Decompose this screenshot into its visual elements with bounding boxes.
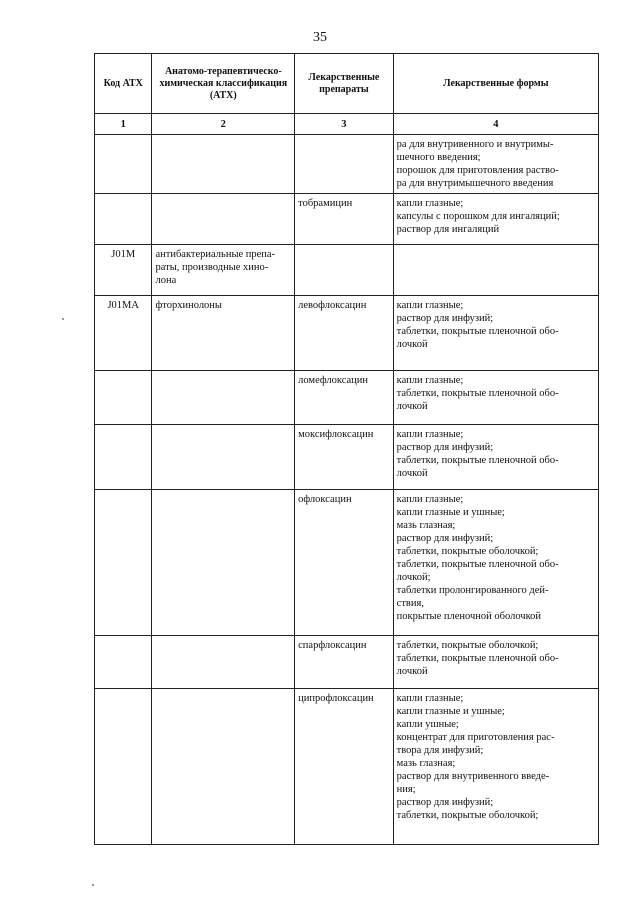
dosage-form-line: таблетки, покрытые оболочкой; xyxy=(396,640,539,651)
dosage-form-line: капли глазные; xyxy=(396,429,464,440)
table-row xyxy=(95,371,599,425)
table-body xyxy=(95,135,599,845)
dosage-form-line: капли глазные; xyxy=(396,494,464,505)
column-number-row xyxy=(95,114,599,135)
table-row xyxy=(95,689,599,845)
header-drugs: Лекарственные препараты xyxy=(295,54,394,114)
classification-line: лона xyxy=(155,275,177,286)
drug-name: левофлоксацин xyxy=(295,296,394,371)
dosage-form-line: капли глазные; xyxy=(396,198,464,209)
atx-code xyxy=(95,490,152,636)
column-number: 1 xyxy=(95,114,152,135)
dosage-form-line: лочкой xyxy=(396,468,428,479)
atx-classification xyxy=(152,135,295,194)
classification-line: антибактериальные препа- xyxy=(155,249,276,260)
header-forms: Лекарственные формы xyxy=(393,54,598,114)
dosage-form-line: твора для инфузий; xyxy=(396,745,484,756)
header-classification: Анатомо-терапевтическо-химическая классификация (АТХ) xyxy=(152,54,295,114)
dosage-form-line: таблетки, покрытые пленочной обо- xyxy=(396,559,559,570)
dosage-form-line: капли глазные; xyxy=(396,693,464,704)
table-row xyxy=(95,425,599,490)
dosage-forms xyxy=(393,245,598,296)
column-number: 2 xyxy=(152,114,295,135)
atx-classification xyxy=(152,425,295,490)
atx-code: J01MA xyxy=(95,296,152,371)
dosage-forms xyxy=(393,636,598,689)
dosage-forms xyxy=(393,425,598,490)
atx-classification xyxy=(152,689,295,845)
atx-classification xyxy=(152,245,295,296)
dosage-form-line: капсулы с порошком для ингаляций; xyxy=(396,211,560,222)
dosage-form-line: раствор для инфузий; xyxy=(396,533,494,544)
table-row xyxy=(95,636,599,689)
table-row xyxy=(95,245,599,296)
dosage-form-line: лочкой xyxy=(396,401,428,412)
atx-classification xyxy=(152,371,295,425)
drug-name xyxy=(295,245,394,296)
dosage-form-line: лочкой xyxy=(396,339,428,350)
atx-code xyxy=(95,689,152,845)
dosage-form-line: капли глазные; xyxy=(396,375,464,386)
atx-code xyxy=(95,636,152,689)
classification-line: раты, производные хино- xyxy=(155,262,269,273)
dosage-form-line: капли глазные и ушные; xyxy=(396,706,505,717)
header-row xyxy=(95,54,599,114)
dosage-form-line: таблетки, покрытые пленочной обо- xyxy=(396,455,559,466)
dosage-form-line: таблетки, покрытые оболочкой; xyxy=(396,810,539,821)
dosage-form-line: мазь глазная; xyxy=(396,758,456,769)
dosage-form-line: таблетки, покрытые оболочкой; xyxy=(396,546,539,557)
drug-name: ципрофлоксацин xyxy=(295,689,394,845)
dosage-form-line: таблетки, покрытые пленочной обо- xyxy=(396,388,559,399)
atx-code xyxy=(95,425,152,490)
atx-code: J01M xyxy=(95,245,152,296)
dosage-form-line: раствор для внутривенного введе- xyxy=(396,771,550,782)
dosage-form-line: таблетки, покрытые пленочной обо- xyxy=(396,326,559,337)
dosage-form-line: раствор для инфузий; xyxy=(396,313,494,324)
table-row xyxy=(95,194,599,245)
dosage-form-line: ра для внутривенного и внутримы- xyxy=(396,139,554,150)
dosage-form-line: ния; xyxy=(396,784,416,795)
atx-classification xyxy=(152,296,295,371)
dosage-form-line: раствор для инфузий; xyxy=(396,797,494,808)
dosage-form-line: таблетки, покрытые пленочной обо- xyxy=(396,653,559,664)
dosage-forms xyxy=(393,490,598,636)
dosage-form-line: капли глазные и ушные; xyxy=(396,507,505,518)
dosage-form-line: раствор для ингаляций xyxy=(396,224,500,235)
dosage-form-line: ра для внутримышечного введения xyxy=(396,178,554,189)
dosage-forms xyxy=(393,194,598,245)
column-number: 4 xyxy=(393,114,598,135)
dosage-form-line: ствия, xyxy=(396,598,424,609)
dosage-form-line: лочкой; xyxy=(396,572,431,583)
column-number: 3 xyxy=(295,114,394,135)
drug-name: спарфлоксацин xyxy=(295,636,394,689)
dosage-forms xyxy=(393,689,598,845)
drug-name: тобрамицин xyxy=(295,194,394,245)
dosage-form-line: порошок для приготовления раство- xyxy=(396,165,559,176)
table-row xyxy=(95,135,599,194)
table-row xyxy=(95,490,599,636)
dosage-forms xyxy=(393,296,598,371)
drug-name: моксифлоксацин xyxy=(295,425,394,490)
dosage-form-line: раствор для инфузий; xyxy=(396,442,494,453)
classification-line: фторхинолоны xyxy=(155,300,222,311)
atx-code xyxy=(95,194,152,245)
drug-name: ломефлоксацин xyxy=(295,371,394,425)
dosage-form-line: покрытые пленочной оболочкой xyxy=(396,611,542,622)
dosage-form-line: лочкой xyxy=(396,666,428,677)
scan-speck xyxy=(92,884,94,886)
scan-speck xyxy=(62,318,64,320)
dosage-forms xyxy=(393,135,598,194)
atx-code xyxy=(95,135,152,194)
dosage-forms xyxy=(393,371,598,425)
atx-table xyxy=(94,53,599,845)
dosage-form-line: капли ушные; xyxy=(396,719,459,730)
atx-classification xyxy=(152,636,295,689)
atx-classification xyxy=(152,490,295,636)
dosage-form-line: мазь глазная; xyxy=(396,520,456,531)
dosage-form-line: шечного введения; xyxy=(396,152,481,163)
page-number: 35 xyxy=(313,30,327,45)
drug-name xyxy=(295,135,394,194)
header-code: Код АТХ xyxy=(95,54,152,114)
dosage-form-line: капли глазные; xyxy=(396,300,464,311)
dosage-form-line: концентрат для приготовления рас- xyxy=(396,732,555,743)
atx-classification xyxy=(152,194,295,245)
dosage-form-line: таблетки пролонгированного дей- xyxy=(396,585,549,596)
table-row xyxy=(95,296,599,371)
drug-name: офлоксацин xyxy=(295,490,394,636)
atx-code xyxy=(95,371,152,425)
